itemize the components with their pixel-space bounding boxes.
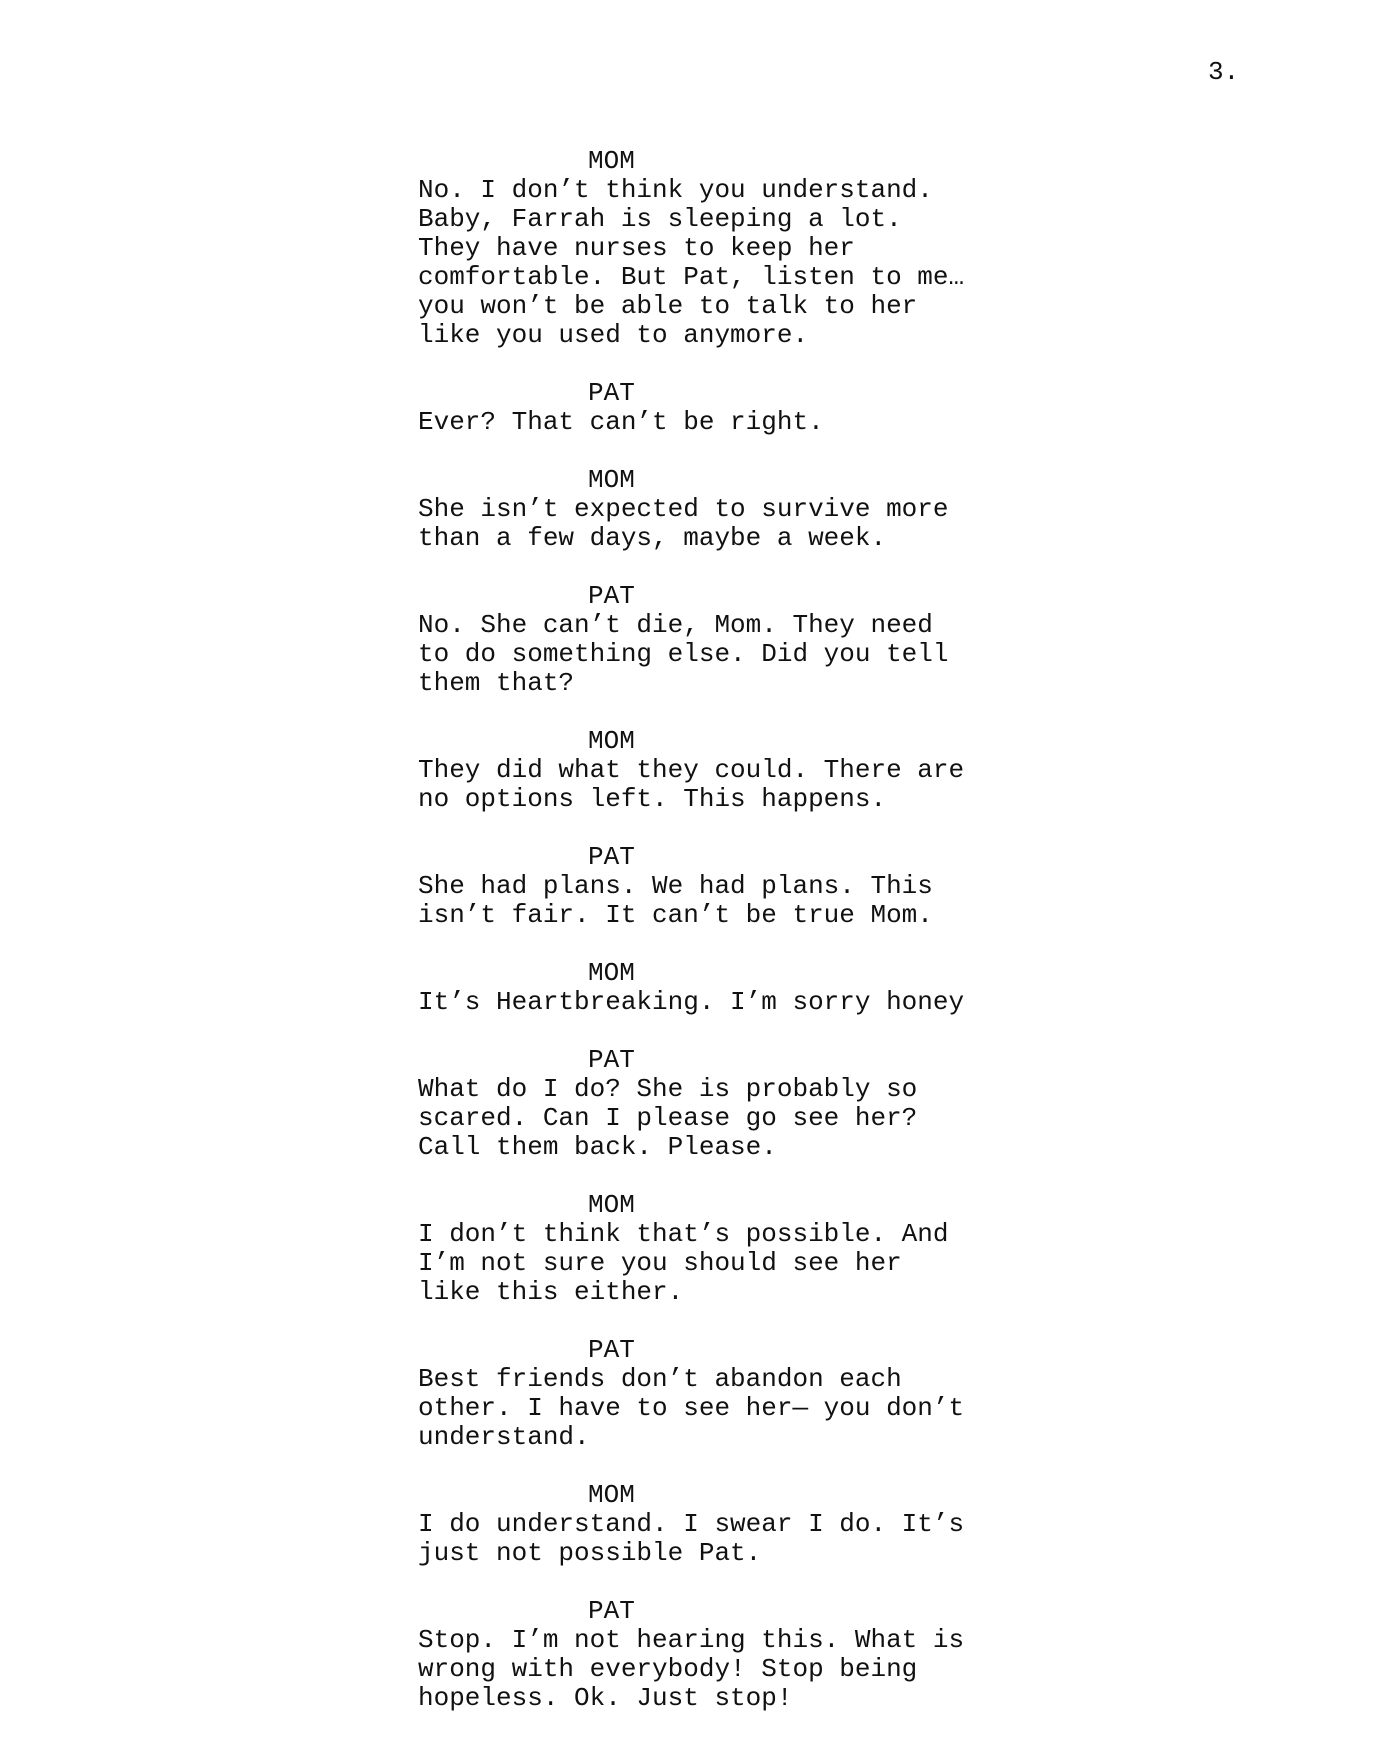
character-name: PAT (588, 1596, 635, 1626)
dialogue-line: She isn’t expected to survive more (418, 494, 949, 524)
character-name: PAT (588, 378, 635, 408)
dialogue-line: I don’t think that’s possible. And (418, 1219, 949, 1249)
dialogue-line: I’m not sure you should see her (418, 1248, 902, 1278)
dialogue-line: Call them back. Please. (418, 1132, 777, 1162)
character-name: MOM (588, 465, 635, 495)
character-name: MOM (588, 1480, 635, 1510)
dialogue-line: like this either. (418, 1277, 684, 1307)
dialogue-line: to do something else. Did you tell (418, 639, 949, 669)
dialogue-line: just not possible Pat. (418, 1538, 762, 1568)
dialogue-block (418, 1191, 1038, 1307)
dialogue-line: I do understand. I swear I do. It’s (418, 1509, 965, 1539)
dialogue-line: understand. (418, 1422, 590, 1452)
dialogue-block (418, 1046, 1038, 1162)
dialogue-line: scared. Can I please go see her? (418, 1103, 918, 1133)
dialogue-line: comfortable. But Pat, listen to me… (418, 262, 965, 292)
character-name: MOM (588, 958, 635, 988)
dialogue-line: Best friends don’t abandon each (418, 1364, 902, 1394)
dialogue-line: No. I don’t think you understand. (418, 175, 933, 205)
dialogue-line: other. I have to see her— you don’t (418, 1393, 965, 1423)
dialogue-block (418, 1481, 1038, 1568)
character-name: MOM (588, 146, 635, 176)
dialogue-line: them that? (418, 668, 575, 698)
character-name: MOM (588, 726, 635, 756)
dialogue-line: isn’t fair. It can’t be true Mom. (418, 900, 933, 930)
dialogue-line: than a few days, maybe a week. (418, 523, 887, 553)
character-name: PAT (588, 1045, 635, 1075)
dialogue-block (418, 727, 1038, 814)
dialogue-line: Stop. I’m not hearing this. What is (418, 1625, 965, 1655)
dialogue-block (418, 466, 1038, 553)
dialogue-block (418, 147, 1038, 350)
dialogue-block (418, 1597, 1038, 1713)
character-name: PAT (588, 842, 635, 872)
dialogue-block (418, 843, 1038, 930)
dialogue-line: hopeless. Ok. Just stop! (418, 1683, 793, 1713)
dialogue-line: They did what they could. There are (418, 755, 965, 785)
character-name: PAT (588, 581, 635, 611)
dialogue-block (418, 959, 1038, 1017)
dialogue-line: No. She can’t die, Mom. They need (418, 610, 933, 640)
dialogue-line: like you used to anymore. (418, 320, 809, 350)
dialogue-line: wrong with everybody! Stop being (418, 1654, 918, 1684)
dialogue-line: you won’t be able to talk to her (418, 291, 918, 321)
dialogue-line: It’s Heartbreaking. I’m sorry honey (418, 987, 965, 1017)
dialogue-line: They have nurses to keep her (418, 233, 855, 263)
dialogue-block (418, 379, 1038, 437)
character-name: PAT (588, 1335, 635, 1365)
dialogue-line: What do I do? She is probably so (418, 1074, 918, 1104)
dialogue-line: Baby, Farrah is sleeping a lot. (418, 204, 902, 234)
dialogue-line: no options left. This happens. (418, 784, 887, 814)
dialogue-line: She had plans. We had plans. This (418, 871, 933, 901)
dialogue-block (418, 1336, 1038, 1452)
character-name: MOM (588, 1190, 635, 1220)
screenplay-body (418, 147, 1038, 1742)
page-number: 3. (1208, 57, 1240, 87)
dialogue-line: Ever? That can’t be right. (418, 407, 824, 437)
dialogue-block (418, 582, 1038, 698)
